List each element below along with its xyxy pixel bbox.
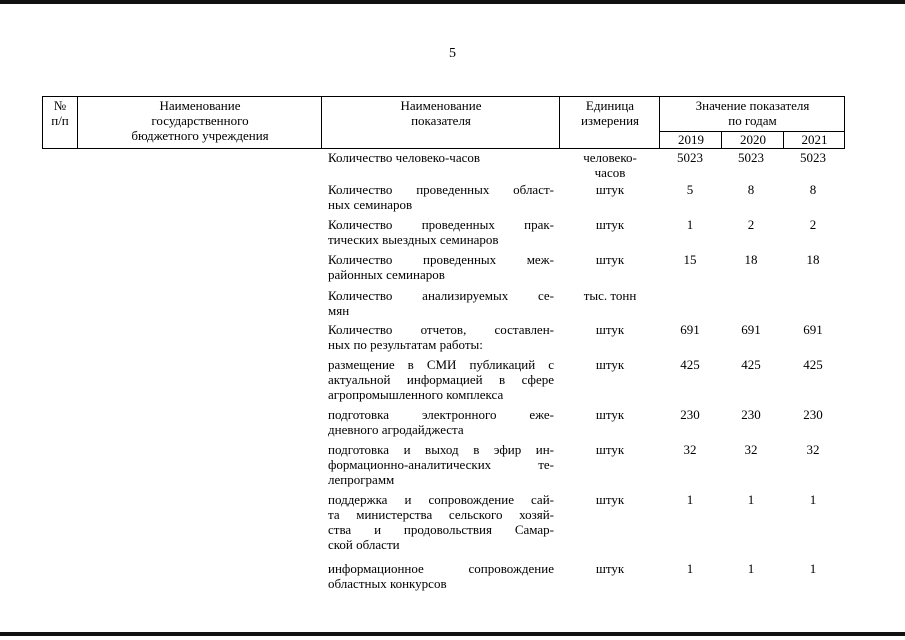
header-value-title-line: Значение показателя <box>695 98 810 113</box>
header-unit <box>560 98 660 128</box>
indicator-name-line: размещение в СМИ публикаций с <box>328 357 554 372</box>
unit-cell <box>567 357 653 372</box>
indicator-name-line: районных семинаров <box>328 267 445 282</box>
indicator-name <box>328 182 554 212</box>
unit-line: штук <box>595 252 625 267</box>
value-2019: 32 <box>683 442 697 457</box>
value-2019: 691 <box>680 322 700 337</box>
unit-cell <box>567 322 653 337</box>
value-2020: 2 <box>747 217 755 232</box>
indicator-name-line: ных семинаров <box>328 197 413 212</box>
value-2020: 425 <box>741 357 761 372</box>
indicator-name-line: лепрограмм <box>328 472 395 487</box>
value-2020: 32 <box>744 442 758 457</box>
value-2021: 8 <box>809 182 817 197</box>
header-institution <box>78 98 322 143</box>
indicator-name <box>328 492 554 552</box>
indicator-name-line: ской области <box>328 537 400 552</box>
unit-cell <box>567 150 653 180</box>
value-2021: 230 <box>803 407 823 422</box>
value-2019: 1 <box>686 217 694 232</box>
value-2020: 691 <box>741 322 761 337</box>
header-institution-line: государственного <box>151 113 249 128</box>
indicator-name-line: дневного агродайджеста <box>328 422 464 437</box>
indicator-name-line: ства и продовольствия Самар- <box>328 522 554 537</box>
value-2020: 1 <box>747 561 755 576</box>
indicator-name <box>328 322 554 352</box>
indicator-name-line: информационное сопровождение <box>328 561 554 576</box>
indicator-name-line: подготовка и выход в эфир ин- <box>328 442 554 457</box>
indicator-name <box>328 252 554 282</box>
header-year-2019: 2019 <box>678 132 704 147</box>
unit-line: штук <box>595 561 625 576</box>
indicator-name-line: та министерства сельского хозяй- <box>328 507 554 522</box>
indicator-name-line: актуальной информацией в сфере <box>328 372 554 387</box>
header-indicator-line: Наименование <box>400 98 482 113</box>
value-2019: 5 <box>686 182 694 197</box>
indicator-name-line: Количество анализируемых се- <box>328 288 554 303</box>
value-2021: 1 <box>809 492 817 507</box>
indicator-name-line: Количество человеко-часов <box>328 150 481 165</box>
value-2021: 1 <box>809 561 817 576</box>
value-2019: 5023 <box>677 150 703 165</box>
unit-line: тыс. тонн <box>583 288 637 303</box>
header-institution-line: Наименование <box>159 98 241 113</box>
unit-line: штук <box>595 322 625 337</box>
header-indicator <box>322 98 560 128</box>
unit-line: штук <box>595 442 625 457</box>
header-year-2021: 2021 <box>801 132 828 147</box>
indicator-name <box>328 357 554 402</box>
unit-line: штук <box>595 182 625 197</box>
header-number <box>42 98 78 128</box>
unit-cell <box>567 182 653 197</box>
header-top-border <box>42 96 844 97</box>
unit-line: штук <box>595 407 625 422</box>
unit-cell <box>567 561 653 576</box>
indicator-name-line: поддержка и сопровождение сай- <box>328 492 554 507</box>
value-2020: 18 <box>744 252 758 267</box>
header-year-2020: 2020 <box>740 132 766 147</box>
unit-cell <box>567 252 653 267</box>
unit-line: штук <box>595 357 625 372</box>
indicator-name-line: агропромышленного комплекса <box>328 387 504 402</box>
header-indicator-line: показателя <box>411 113 471 128</box>
unit-cell <box>567 288 653 303</box>
indicator-name <box>328 407 554 437</box>
value-2021: 18 <box>806 252 820 267</box>
unit-cell <box>567 492 653 507</box>
value-2020: 5023 <box>738 150 764 165</box>
value-2020: 230 <box>741 407 761 422</box>
indicator-name-line: областных конкурсов <box>328 576 447 591</box>
indicator-name-line: Количество отчетов, составлен- <box>328 322 554 337</box>
value-2019: 230 <box>680 407 700 422</box>
indicator-name <box>328 288 554 318</box>
unit-line: человеко- <box>583 150 637 165</box>
unit-cell <box>567 442 653 457</box>
indicator-name <box>328 150 554 165</box>
header-bottom-border <box>42 148 844 149</box>
unit-cell <box>567 407 653 422</box>
unit-line: штук <box>595 217 625 232</box>
value-2021: 2 <box>809 217 817 232</box>
header-value-title-line: по годам <box>728 113 777 128</box>
value-2021: 425 <box>803 357 823 372</box>
value-2020: 1 <box>747 492 755 507</box>
indicator-name-line: Количество проведенных област- <box>328 182 554 197</box>
indicator-name-line: Количество проведенных прак- <box>328 217 554 232</box>
value-2019: 1 <box>686 561 694 576</box>
indicator-name-line: ных по результатам работы: <box>328 337 483 352</box>
header-unit-line: Единица <box>585 98 635 113</box>
value-2020: 8 <box>747 182 755 197</box>
unit-line: штук <box>595 492 625 507</box>
unit-cell <box>567 217 653 232</box>
header-value-title <box>660 98 845 128</box>
indicator-name-line: тических выездных семинаров <box>328 232 499 247</box>
header-unit-line: измерения <box>580 113 640 128</box>
header-number-line: № <box>53 98 67 113</box>
value-2019: 15 <box>683 252 697 267</box>
value-2021: 5023 <box>800 150 826 165</box>
header-number-line: п/п <box>51 113 69 128</box>
indicator-name-line: подготовка электронного еже- <box>328 407 554 422</box>
page-number: 5 <box>449 46 456 61</box>
indicator-name-line: мян <box>328 303 350 318</box>
indicator-name <box>328 442 554 487</box>
indicator-name-line: формационно-аналитических те- <box>328 457 554 472</box>
indicator-name-line: Количество проведенных меж- <box>328 252 554 267</box>
unit-line: часов <box>594 165 626 180</box>
value-2021: 691 <box>803 322 823 337</box>
value-2019: 1 <box>686 492 694 507</box>
header-institution-line: бюджетного учреждения <box>131 128 269 143</box>
indicator-name <box>328 217 554 247</box>
value-2021: 32 <box>806 442 820 457</box>
indicator-name <box>328 561 554 591</box>
value-2019: 425 <box>680 357 700 372</box>
